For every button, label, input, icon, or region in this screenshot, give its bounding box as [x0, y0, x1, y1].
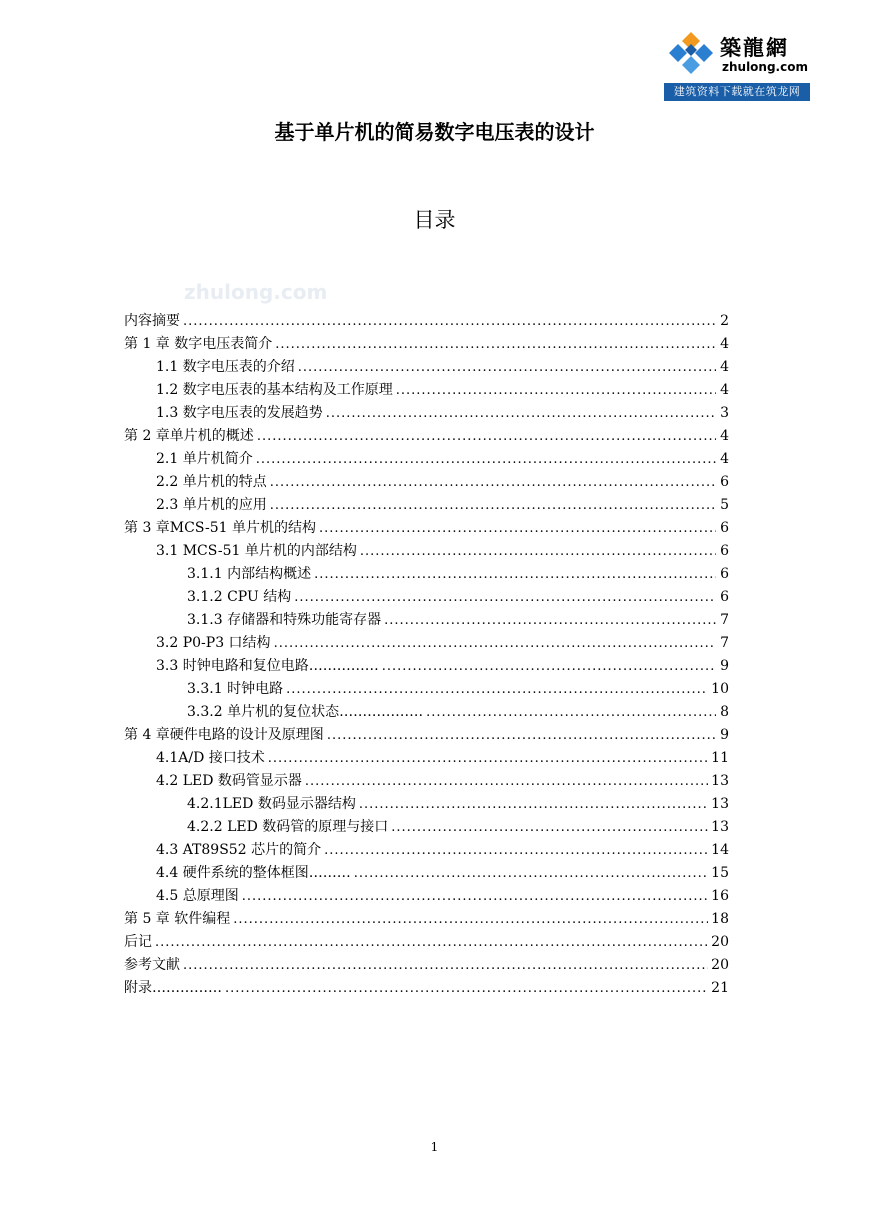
logo-chinese-name: 築龍網: [720, 36, 789, 60]
toc-entry-page: 13: [711, 819, 729, 835]
toc-entry-page: 6: [720, 543, 729, 559]
toc-entry-title: 3.3.2 单片机的复位状态………………: [187, 704, 424, 720]
toc-entry[interactable]: [124, 724, 729, 747]
toc-entry-title: 第 5 章 软件编程: [124, 911, 231, 927]
toc-dot-leader: [324, 839, 708, 862]
toc-dot-leader: [327, 724, 716, 747]
toc-entry[interactable]: [124, 356, 729, 379]
toc-entry-page: 6: [720, 474, 729, 490]
toc-entry[interactable]: [124, 862, 729, 885]
toc-entry-page: 20: [711, 957, 729, 973]
toc-entry-title: 3.1.1 内部结构概述: [187, 566, 312, 582]
toc-entry[interactable]: [124, 632, 729, 655]
toc-dot-leader: [268, 747, 708, 770]
toc-dot-leader: [242, 885, 708, 908]
toc-entry-page: 18: [711, 911, 729, 927]
toc-dot-leader: [270, 471, 716, 494]
toc-dot-leader: [426, 701, 716, 724]
document-title: 基于单片机的简易数字电压表的设计: [274, 120, 595, 144]
toc-entry[interactable]: [124, 448, 729, 471]
toc-entry[interactable]: [124, 839, 729, 862]
toc-entry[interactable]: [124, 701, 729, 724]
toc-entry-title: 4.2.2 LED 数码管的原理与接口: [187, 819, 389, 835]
toc-entry-title: 3.3.1 时钟电路: [187, 681, 284, 697]
toc-entry-page: 20: [711, 934, 729, 950]
toc-dot-leader: [275, 333, 716, 356]
toc-entry-title: 3.1.3 存储器和特殊功能寄存器: [187, 612, 382, 628]
toc-entry-title: 第 3 章MCS-51 单片机的结构: [124, 520, 316, 536]
toc-entry-page: 9: [720, 658, 729, 674]
toc-entry-page: 4: [720, 428, 729, 444]
toc-entry[interactable]: [124, 609, 729, 632]
toc-entry[interactable]: [124, 954, 729, 977]
toc-entry[interactable]: [124, 586, 729, 609]
toc-heading: 目录: [413, 208, 456, 232]
toc-entry[interactable]: [124, 310, 729, 333]
toc-entry-page: 6: [720, 589, 729, 605]
toc-entry-page: 7: [720, 635, 729, 651]
toc-dot-leader: [286, 678, 708, 701]
toc-entry[interactable]: [124, 517, 729, 540]
zhulong-logo: [664, 28, 810, 102]
page-number: 1: [430, 1140, 439, 1154]
toc-entry[interactable]: [124, 540, 729, 563]
toc-dot-leader: [314, 563, 716, 586]
toc-entry-title: 附录……………: [124, 980, 222, 996]
toc-dot-leader: [233, 908, 708, 931]
toc-entry-title: 4.1A/D 接口技术: [156, 750, 265, 766]
toc-entry-title: 3.1.2 CPU 结构: [187, 589, 292, 605]
toc-dot-leader: [257, 425, 716, 448]
toc-entry[interactable]: [124, 931, 729, 954]
toc-dot-leader: [256, 448, 716, 471]
toc-entry-page: 6: [720, 520, 729, 536]
toc-entry-title: 2.1 单片机简介: [156, 451, 253, 467]
toc-entry-title: 2.3 单片机的应用: [156, 497, 267, 513]
toc-entry-title: 2.2 单片机的特点: [156, 474, 267, 490]
toc-entry-title: 内容摘要: [124, 313, 180, 329]
toc-dot-leader: [225, 977, 708, 1000]
toc-entry[interactable]: [124, 678, 729, 701]
toc-entry[interactable]: [124, 333, 729, 356]
toc-entry-title: 4.2 LED 数码管显示器: [156, 773, 302, 789]
toc-entry-title: 1.1 数字电压表的介绍: [156, 359, 295, 375]
toc-entry-title: 1.2 数字电压表的基本结构及工作原理: [156, 382, 393, 398]
toc-entry-page: 3: [720, 405, 729, 421]
toc-entry-page: 9: [720, 727, 729, 743]
toc-dot-leader: [298, 356, 716, 379]
toc-dot-leader: [396, 379, 716, 402]
toc-entry[interactable]: [124, 770, 729, 793]
table-of-contents: [124, 310, 729, 1000]
toc-entry-title: 第 1 章 数字电压表简介: [124, 336, 273, 352]
toc-dot-leader: [274, 632, 716, 655]
toc-dot-leader: [384, 609, 716, 632]
toc-entry-page: 16: [711, 888, 729, 904]
toc-dot-leader: [155, 931, 708, 954]
toc-entry-page: 4: [720, 359, 729, 375]
toc-entry-page: 15: [711, 865, 729, 881]
toc-dot-leader: [319, 517, 716, 540]
watermark: zhulong.com: [184, 280, 328, 304]
toc-entry-title: 3.1 MCS-51 单片机的内部结构: [156, 543, 357, 559]
toc-entry-title: 1.3 数字电压表的发展趋势: [156, 405, 323, 421]
logo-domain: zhulong.com: [722, 60, 808, 74]
toc-entry-page: 4: [720, 451, 729, 467]
toc-entry-page: 14: [711, 842, 729, 858]
toc-dot-leader: [183, 310, 716, 333]
toc-dot-leader: [391, 816, 708, 839]
toc-dot-leader: [270, 494, 716, 517]
toc-entry-title: 第 4 章硬件电路的设计及原理图: [124, 727, 324, 743]
toc-entry[interactable]: [124, 747, 729, 770]
toc-entry-page: 13: [711, 773, 729, 789]
toc-entry[interactable]: [124, 563, 729, 586]
toc-entry-title: 3.3 时钟电路和复位电路……………: [156, 658, 379, 674]
toc-entry[interactable]: [124, 793, 729, 816]
toc-entry-page: 4: [720, 382, 729, 398]
toc-entry-title: 4.2.1LED 数码显示器结构: [187, 796, 356, 812]
toc-entry[interactable]: [124, 379, 729, 402]
toc-entry-page: 5: [720, 497, 729, 513]
toc-entry[interactable]: [124, 402, 729, 425]
toc-entry-page: 21: [711, 980, 729, 996]
toc-dot-leader: [305, 770, 708, 793]
toc-entry[interactable]: [124, 655, 729, 678]
toc-entry-page: 7: [720, 612, 729, 628]
zhulong-logo-icon: [666, 30, 716, 80]
toc-entry[interactable]: [124, 494, 729, 517]
toc-entry-title: 参考文献: [124, 957, 180, 973]
toc-entry-title: 第 2 章单片机的概述: [124, 428, 254, 444]
toc-entry-page: 8: [720, 704, 729, 720]
toc-entry[interactable]: [124, 816, 729, 839]
toc-entry-title: 4.5 总原理图: [156, 888, 239, 904]
toc-entry-title: 4.3 AT89S52 芯片的简介: [156, 842, 322, 858]
toc-entry[interactable]: [124, 471, 729, 494]
toc-entry-page: 6: [720, 566, 729, 582]
toc-entry-title: 3.2 P0-P3 口结构: [156, 635, 271, 651]
logo-slogan: 建筑资料下载就在筑龙网: [664, 83, 810, 101]
toc-entry-title: 后记: [124, 934, 152, 950]
toc-dot-leader: [360, 540, 716, 563]
toc-entry[interactable]: [124, 908, 729, 931]
toc-entry[interactable]: [124, 885, 729, 908]
toc-entry-page: 4: [720, 336, 729, 352]
toc-entry-page: 11: [711, 750, 729, 766]
toc-dot-leader: [326, 402, 716, 425]
toc-dot-leader: [294, 586, 716, 609]
toc-dot-leader: [359, 793, 708, 816]
toc-dot-leader: [354, 862, 708, 885]
toc-dot-leader: [183, 954, 708, 977]
toc-entry-page: 13: [711, 796, 729, 812]
toc-entry-title: 4.4 硬件系统的整体框图………: [156, 865, 351, 881]
toc-entry[interactable]: [124, 977, 729, 1000]
toc-entry-page: 10: [711, 681, 729, 697]
toc-dot-leader: [382, 655, 716, 678]
toc-entry-page: 2: [720, 313, 729, 329]
toc-entry[interactable]: [124, 425, 729, 448]
